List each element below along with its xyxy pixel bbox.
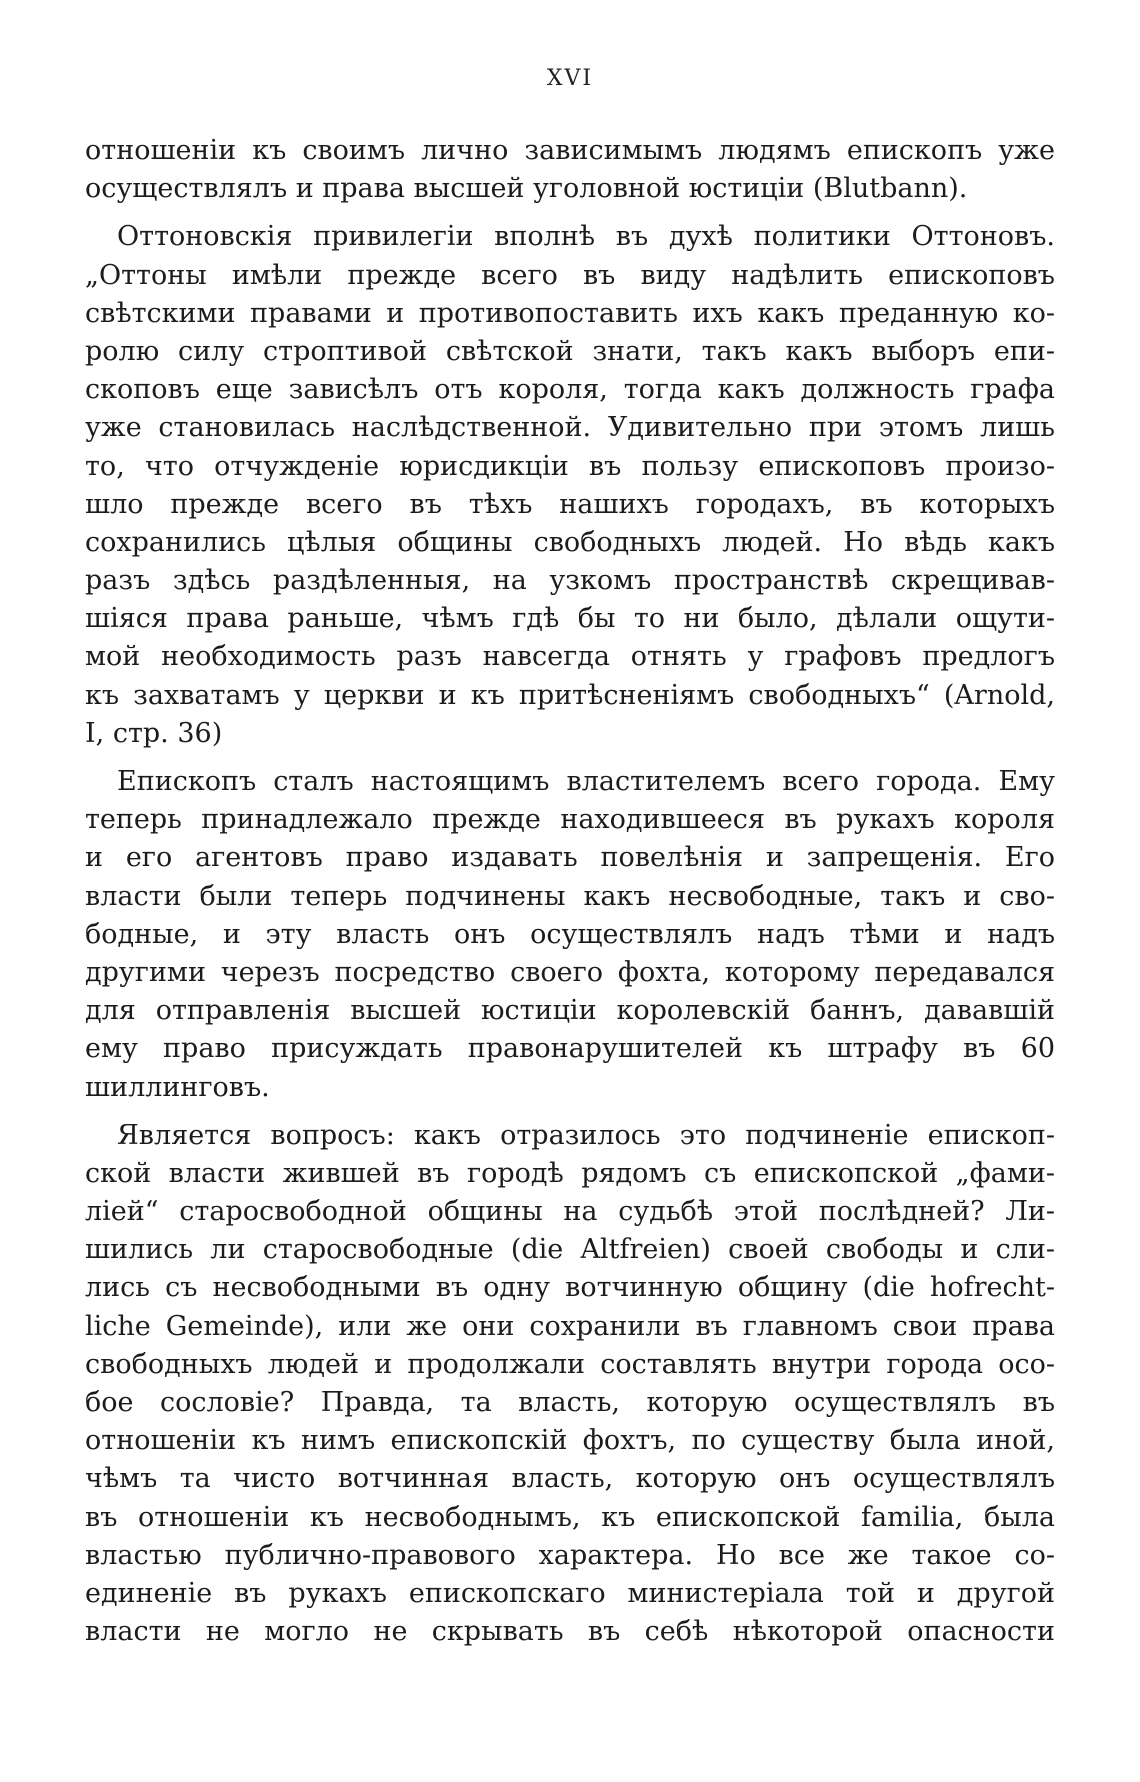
text-line: чѣмъ та чисто вотчинная власть, которую онъ осуществлялъ	[85, 1463, 1055, 1495]
paragraph-gap	[85, 1107, 1055, 1117]
text-line: liche Gemeinde), или же они сохранили въ главномъ свои права	[85, 1310, 1055, 1342]
text-line: то, что отчужденіе юрисдикціи въ пользу епископовъ произо-	[85, 450, 1055, 482]
text-line: шиллинговъ.	[85, 1071, 270, 1103]
text-line: бое сословіе? Правда, та власть, которую осуществлялъ въ	[85, 1387, 1055, 1418]
text-line: ліей“ старосвободной общины на судьбѣ этой послѣдней? Ли-	[85, 1196, 1055, 1228]
text-line: свѣтскими правами и противопоставить ихъ какъ преданную ко-	[85, 297, 1055, 329]
text-line: теперь принадлежало прежде находившееся въ рукахъ короля	[85, 804, 1055, 836]
page-body	[85, 132, 1055, 1651]
text-line: единеніе въ рукахъ епископскаго министеріала той и другой	[85, 1577, 1055, 1609]
paragraph-gap	[85, 753, 1055, 763]
paragraph	[85, 1117, 1055, 1652]
text-line: властью публично-правового характера. Но все же такое со-	[85, 1539, 1055, 1571]
paragraph	[85, 218, 1055, 753]
text-line: власти не могло не скрывать въ себѣ нѣкоторой опасности	[85, 1616, 1055, 1648]
text-line: къ захватамъ у церкви и къ притѣсненіямъ свободныхъ“ (Arnold,	[85, 679, 1055, 711]
text-line: отношеніи къ нимъ епископскій фохтъ, по существу была иной,	[85, 1425, 1055, 1457]
text-line: для отправленія высшей юстиціи королевскій баннъ, дававшій	[85, 995, 1055, 1027]
paragraph	[85, 132, 1055, 208]
text-line: Оттоновскія привилегіи вполнѣ въ духѣ политики Оттоновъ.	[117, 221, 1055, 253]
text-line: ролю силу строптивой свѣтской знати, такъ какъ выборъ епи-	[85, 335, 1055, 367]
text-line: лись съ несвободными въ одну вотчинную общину (die hofrecht-	[85, 1272, 1055, 1304]
text-line: шіяся права раньше, чѣмъ гдѣ бы то ни было, дѣлали ощути-	[85, 603, 1055, 635]
paragraph	[85, 763, 1055, 1107]
page-number: XVI	[546, 66, 594, 91]
text-line: скоповъ еще зависѣлъ отъ короля, тогда какъ должность графа	[85, 374, 1055, 406]
text-line: ской власти жившей въ городѣ рядомъ съ епископской „фами-	[85, 1157, 1055, 1189]
text-line: свободныхъ людей и продолжали составлять внутри города осо-	[85, 1348, 1055, 1380]
text-line: Является вопросъ: какъ отразилось это подчиненіе епископ-	[117, 1119, 1055, 1151]
text-line: „Оттоны имѣли прежде всего въ виду надѣлить епископовъ	[85, 259, 1055, 291]
text-line: шло прежде всего въ тѣхъ нашихъ городахъ, въ которыхъ	[85, 488, 1055, 520]
text-line: разъ здѣсь раздѣленныя, на узкомъ пространствѣ скрещивав-	[85, 565, 1055, 597]
text-line: въ отношеніи къ несвободнымъ, къ епископской familia, была	[85, 1501, 1055, 1533]
text-line: отношеніи къ своимъ лично зависимымъ людямъ епископъ уже	[85, 135, 1055, 166]
text-line: власти были теперь подчинены какъ несвободные, такъ и сво-	[85, 880, 1055, 912]
text-line: сохранились цѣлыя общины свободныхъ людей. Но вѣдь какъ	[85, 526, 1055, 558]
text-line: ему право присуждать правонарушителей къ штрафу въ 60	[85, 1033, 1055, 1065]
text-line: другими черезъ посредство своего фохта, которому передавался	[85, 956, 1055, 988]
text-line: шились ли старосвободные (die Altfreien) своей свободы и сли-	[85, 1234, 1055, 1266]
text-line: бодные, и эту власть онъ осуществлялъ надъ тѣми и надъ	[85, 918, 1055, 950]
text-line: мой необходимость разъ навсегда отнять у графовъ предлогъ	[85, 641, 1055, 673]
text-line: Епископъ сталъ настоящимъ властителемъ всего города. Ему	[117, 766, 1055, 797]
text-line: I, стр. 36)	[85, 717, 223, 749]
paragraph-gap	[85, 208, 1055, 218]
text-line: уже становилась наслѣдственной. Удивительно при этомъ лишь	[85, 412, 1055, 444]
text-line: осуществлялъ и права высшей уголовной юстиціи (Blutbann).	[85, 173, 968, 205]
text-line: и его агентовъ право издавать повелѣнія и запрещенія. Его	[85, 842, 1055, 874]
